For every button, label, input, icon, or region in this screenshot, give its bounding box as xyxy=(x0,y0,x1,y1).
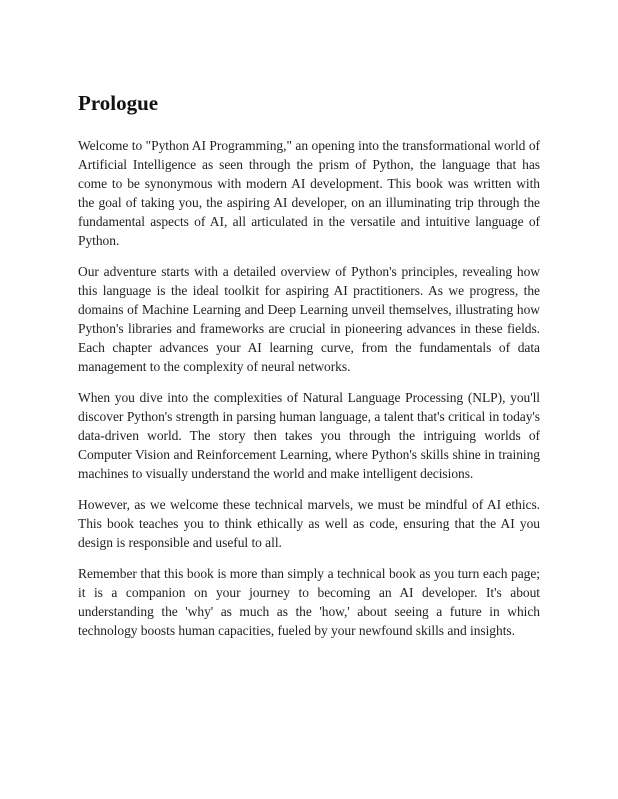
paragraph-ethics: However, as we welcome these technical marvels, we must be mindful of AI ethics. This book teaches you to think ethically as well as code, ensuring that the AI you design is responsible and useful to all. xyxy=(78,497,540,550)
paragraph-welcome: Welcome to "Python AI Programming," an opening into the transformational world of Artificial Intelligence as seen through the prism of Python, the language that has come to be synonymous with modern AI development. This book was written with the goal of taking you, the aspiring AI developer, on an illuminating trip through the fundamental aspects of AI, all articulated in the versatile and intuitive language of Python. xyxy=(78,138,540,248)
page-content xyxy=(78,90,540,652)
paragraph-adventure: Our adventure starts with a detailed overview of Python's principles, revealing how this language is the ideal toolkit for aspiring AI practitioners. As we progress, the domains of Machine Learning and Deep Learning unveil themselves, illustrating how Python's libraries and frameworks are crucial in pioneering advances in these fields. Each chapter advances your AI learning curve, from the fundamentals of data management to the complexity of neural networks. xyxy=(78,264,540,374)
page-title: Prologue xyxy=(78,91,159,115)
paragraph-remember: Remember that this book is more than simply a technical book as you turn each page; it is a companion on your journey to becoming an AI developer. It's about understanding the 'why' as much as the 'how,' about seeing a future in which technology boosts human capacities, fueled by your newfound skills and insights. xyxy=(78,566,540,638)
paragraph-nlp: When you dive into the complexities of Natural Language Processing (NLP), you'll discover Python's strength in parsing human language, a talent that's critical in today's data-driven world. The story then takes you through the intriguing worlds of Computer Vision and Reinforcement Learning, where Python's skills shine in training machines to visually understand the world and make intelligent decisions. xyxy=(78,390,540,481)
